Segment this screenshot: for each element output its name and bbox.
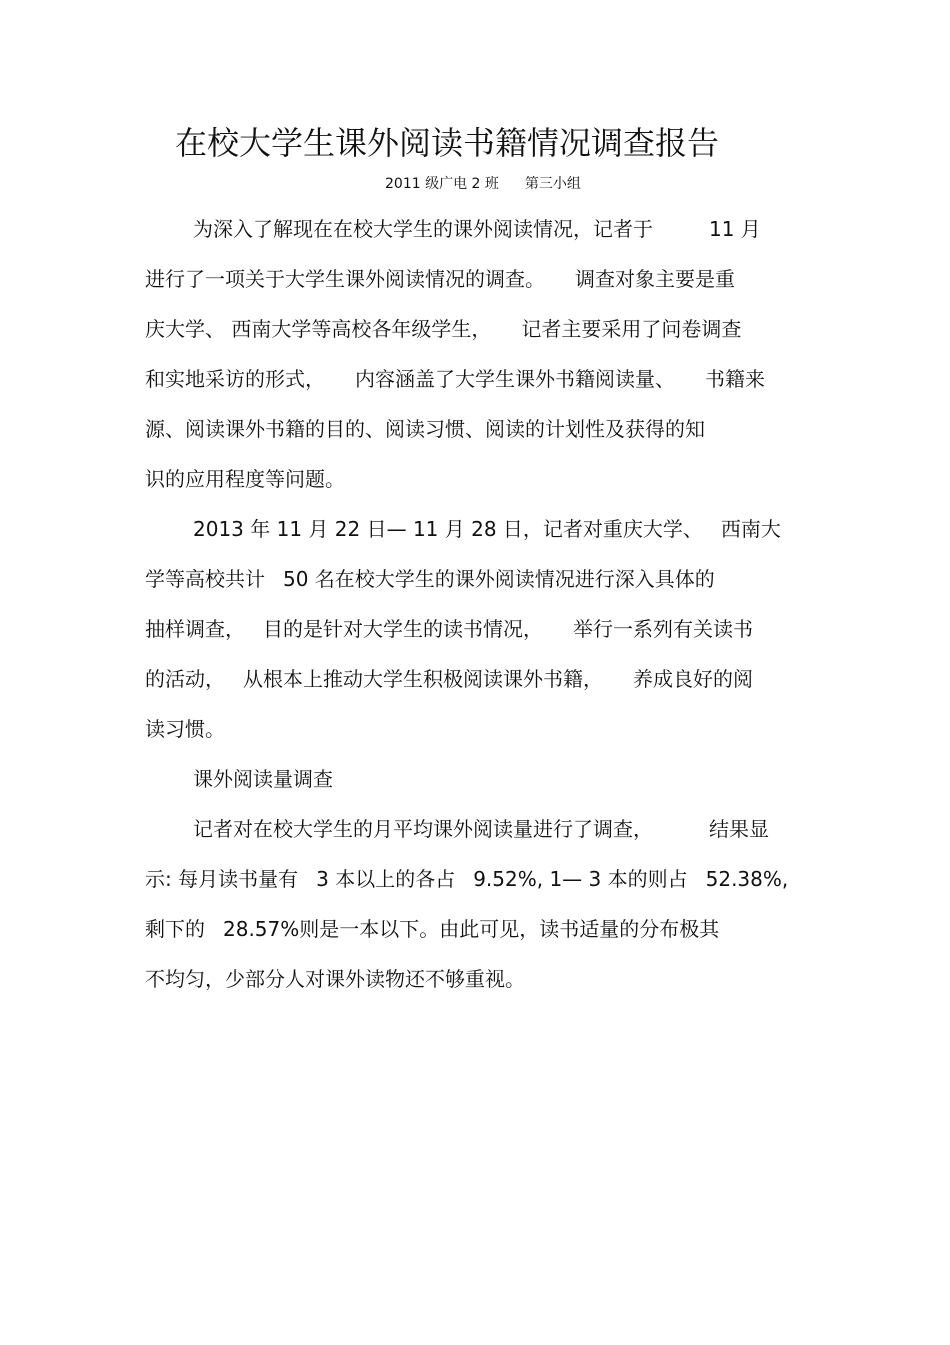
p3-line-2-text-b: 3 本以上的各占: [316, 867, 456, 891]
p2-line-4: [145, 665, 753, 693]
p3-line-3-text-b: 28.57%则是一本以下。由此可见，读书适量的分布极其: [223, 917, 720, 941]
p3-line-2-text-a: 示: 每月读书量有: [145, 867, 299, 891]
p1-line-1-month: 11 月: [709, 217, 761, 241]
document-title: 在校大学生课外阅读书籍情况调查报告: [175, 124, 720, 162]
p1-line-1: [193, 215, 761, 243]
p1-line-2: [145, 265, 735, 293]
p2-line-3-text-b: 目的是针对大学生的读书情况，: [263, 617, 543, 641]
p3-line-2-text-d: 52.38%,: [705, 867, 789, 891]
subtitle-group: 第三小组: [524, 176, 581, 192]
p2-line-3-text-c: 举行一系列有关读书: [573, 617, 753, 641]
p2-line-5: 读习惯。: [145, 717, 225, 741]
p1-line-3-text-b: 记者主要采用了问卷调查: [521, 317, 742, 341]
p2-line-3-text-a: 抽样调查，: [145, 617, 245, 641]
p2-line-3: [145, 615, 753, 643]
p1-line-3-text-a: 庆大学、 西南大学等高校各年级学生，: [145, 317, 492, 341]
p1-line-2-text-b: 调查对象主要是重: [575, 267, 735, 291]
p3-line-2-text-c: 9.52%, 1— 3 本的则占: [473, 867, 688, 891]
p2-line-2: [145, 565, 715, 593]
p1-line-4-text-a: 和实地采访的形式，: [145, 367, 325, 391]
p1-line-4: [145, 365, 765, 393]
p3-line-1-text-a: 记者对在校大学生的月平均课外阅读量进行了调查，: [193, 817, 653, 841]
p3-line-1-text-b: 结果显: [709, 817, 769, 841]
p2-line-1: [193, 515, 781, 543]
p2-line-1-text-a: 2013 年 11 月 22 日— 11 月 28 日，记者对重庆大学、: [193, 517, 703, 541]
p3-line-1: [193, 815, 769, 843]
p2-line-4-text-a: 的活动，: [145, 667, 225, 691]
p2-line-4-text-b: 从根本上推动大学生积极阅读课外书籍，: [243, 667, 603, 691]
p1-line-4-text-b: 内容涵盖了大学生课外书籍阅读量、: [355, 367, 675, 391]
p2-line-2-text-a: 学等高校共计: [145, 567, 265, 591]
p1-line-6: 识的应用程度等问题。: [145, 467, 345, 491]
p2-line-2-text-b: 50 名在校大学生的课外阅读情况进行深入具体的: [283, 567, 715, 591]
p2-line-4-text-c: 养成良好的阅: [633, 667, 753, 691]
p3-line-2: [145, 865, 788, 893]
p1-line-5: 源、阅读课外书籍的目的、阅读习惯、阅读的计划性及获得的知: [145, 417, 705, 441]
p1-line-1-text: 为深入了解现在在校大学生的课外阅读情况，记者于: [193, 217, 653, 241]
p1-line-3: [145, 315, 741, 343]
section-heading: 课外阅读量调查: [193, 767, 333, 791]
p3-line-3: [145, 915, 719, 943]
subtitle-class: 2011 级广电 2 班: [385, 176, 499, 192]
p2-line-1-text-b: 西南大: [720, 517, 781, 541]
p3-line-3-text-a: 剩下的: [145, 917, 205, 941]
document-subtitle: [385, 174, 581, 194]
p1-line-2-text-a: 进行了一项关于大学生课外阅读情况的调查。: [145, 267, 545, 291]
p1-line-4-text-c: 书籍来: [705, 367, 765, 391]
p3-line-4: 不均匀，少部分人对课外读物还不够重视。: [145, 967, 525, 991]
